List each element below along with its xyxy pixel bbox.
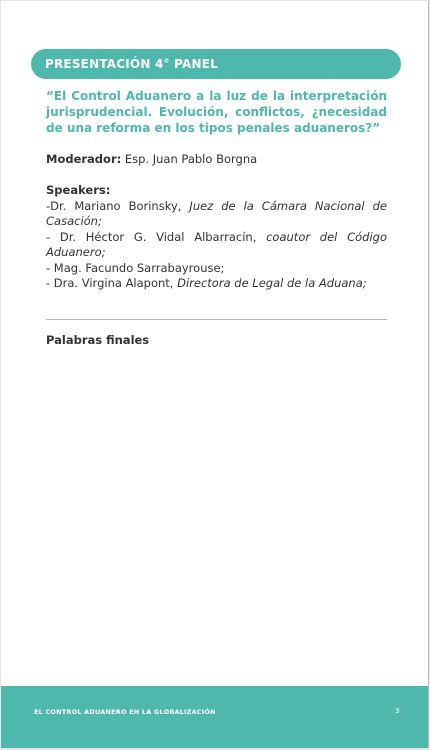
speaker-role: Directora de Legal de la Aduana; bbox=[177, 276, 367, 290]
section-divider bbox=[46, 319, 387, 320]
speaker-name: - Dr. Héctor G. Vidal Albarracín, bbox=[46, 229, 267, 244]
page-footer bbox=[1, 686, 428, 748]
speaker-item bbox=[46, 276, 387, 292]
moderator-line bbox=[46, 151, 387, 167]
speaker-item bbox=[46, 261, 387, 277]
footer-title: EL CONTROL ADUANERO EN LA GLOBALIZACIÓN bbox=[34, 708, 216, 716]
moderator-label: Moderador: bbox=[46, 152, 122, 166]
panel-quote: “El Control Aduanero a la luz de la interpretación jurisprudencial. Evolución, conflictos, ¿necesidad de una reforma en los tipos penales aduaneros?” bbox=[46, 89, 387, 135]
speakers-label: Speakers: bbox=[46, 183, 111, 197]
moderator-name: Esp. Juan Pablo Borgna bbox=[121, 152, 258, 166]
closing-remarks: Palabras finales bbox=[46, 333, 150, 347]
page-number: 3 bbox=[395, 707, 400, 715]
panel-heading: PRESENTACIÓN 4° PANEL bbox=[31, 49, 401, 79]
speaker-name: - Mag. Facundo Sarrabayrouse; bbox=[46, 260, 225, 275]
speaker-item bbox=[46, 230, 387, 261]
speaker-name: - Dra. Virgina Alapont, bbox=[46, 276, 178, 290]
speaker-role: coautor del Código Aduanero; bbox=[46, 229, 387, 259]
speakers-section bbox=[46, 183, 387, 292]
speaker-role: Juez de la Cámara Nacional de Casación; bbox=[46, 198, 387, 228]
speaker-name: -Dr. Mariano Borinsky, bbox=[46, 198, 190, 213]
speaker-item bbox=[46, 199, 387, 230]
document-page bbox=[1, 1, 429, 748]
